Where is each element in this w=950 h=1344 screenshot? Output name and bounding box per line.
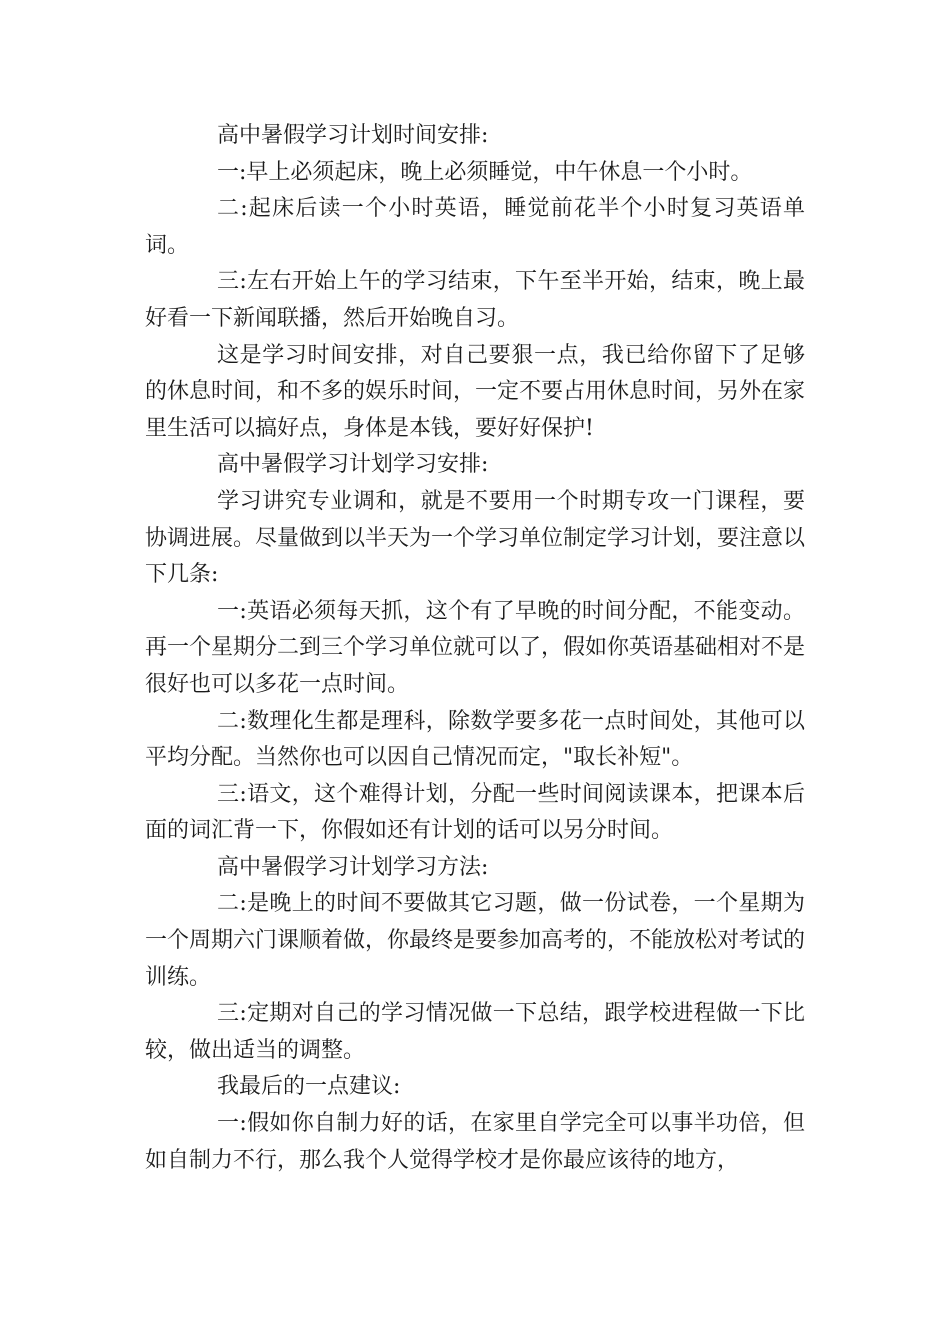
heading-study-method: 高中暑假学习计划学习方法:: [217, 854, 489, 880]
paragraph-study-item-3: 三:语文，这个难得计划，分配一些时间阅读课本，把课本后面的词汇背一下，你假如还有计划的话可以另分时间。: [145, 781, 805, 844]
paragraph-study-intro: 学习讲究专业调和，就是不要用一个时期专攻一门课程，要协调进展。尽量做到以半天为一个学习单位制定学习计划，要注意以下几条:: [145, 488, 806, 588]
paragraph-time-item-3: 三:左右开始上午的学习结束，下午至半开始，结束，晚上最好看一下新闻联播，然后开始晚自习。: [145, 269, 805, 331]
paragraph-method-item-2: 二:是晚上的时间不要做其它习题，做一份试卷，一个星期为一个周期六门课顺着做，你最终是要参加高考的，不能放松对考试的训练。: [145, 891, 806, 990]
heading-study-arrangement: 高中暑假学习计划学习安排:: [217, 452, 489, 478]
paragraph-method-item-3: 三:定期对自己的学习情况做一下总结，跟学校进程做一下比较，做出适当的调整。: [145, 1001, 805, 1063]
paragraph-advice-item-1: 一:假如你自制力好的话，在家里自学完全可以事半功倍，但如自制力不行，那么我个人觉得学校才是你最应该待的地方，: [145, 1111, 805, 1173]
document-body: [145, 118, 805, 1179]
heading-final-advice: 我最后的一点建议:: [217, 1074, 401, 1100]
paragraph-time-item-1: 一:早上必须起床，晚上必须睡觉，中午休息一个小时。: [217, 159, 753, 185]
paragraph-time-summary: 这是学习时间安排，对自己要狠一点，我已给你留下了足够的休息时间，和不多的娱乐时间，一定不要占用休息时间，另外在家里生活可以搞好点，身体是本钱，要好好保护!: [145, 342, 806, 441]
paragraph-study-item-1: 一:英语必须每天抓，这个有了早晚的时间分配，不能变动。再一个星期分二到三个学习单位就可以了，假如你英语基础相对不是很好也可以多花一点时间。: [145, 598, 806, 697]
paragraph-study-item-2: 二:数理化生都是理科，除数学要多花一点时间处，其他可以平均分配。当然你也可以因自己情况而定，"取长补短"。: [145, 708, 805, 771]
paragraph-time-item-2: 二:起床后读一个小时英语，睡觉前花半个小时复习英语单词。: [145, 196, 805, 258]
heading-time-schedule: 高中暑假学习计划时间安排:: [217, 123, 489, 148]
